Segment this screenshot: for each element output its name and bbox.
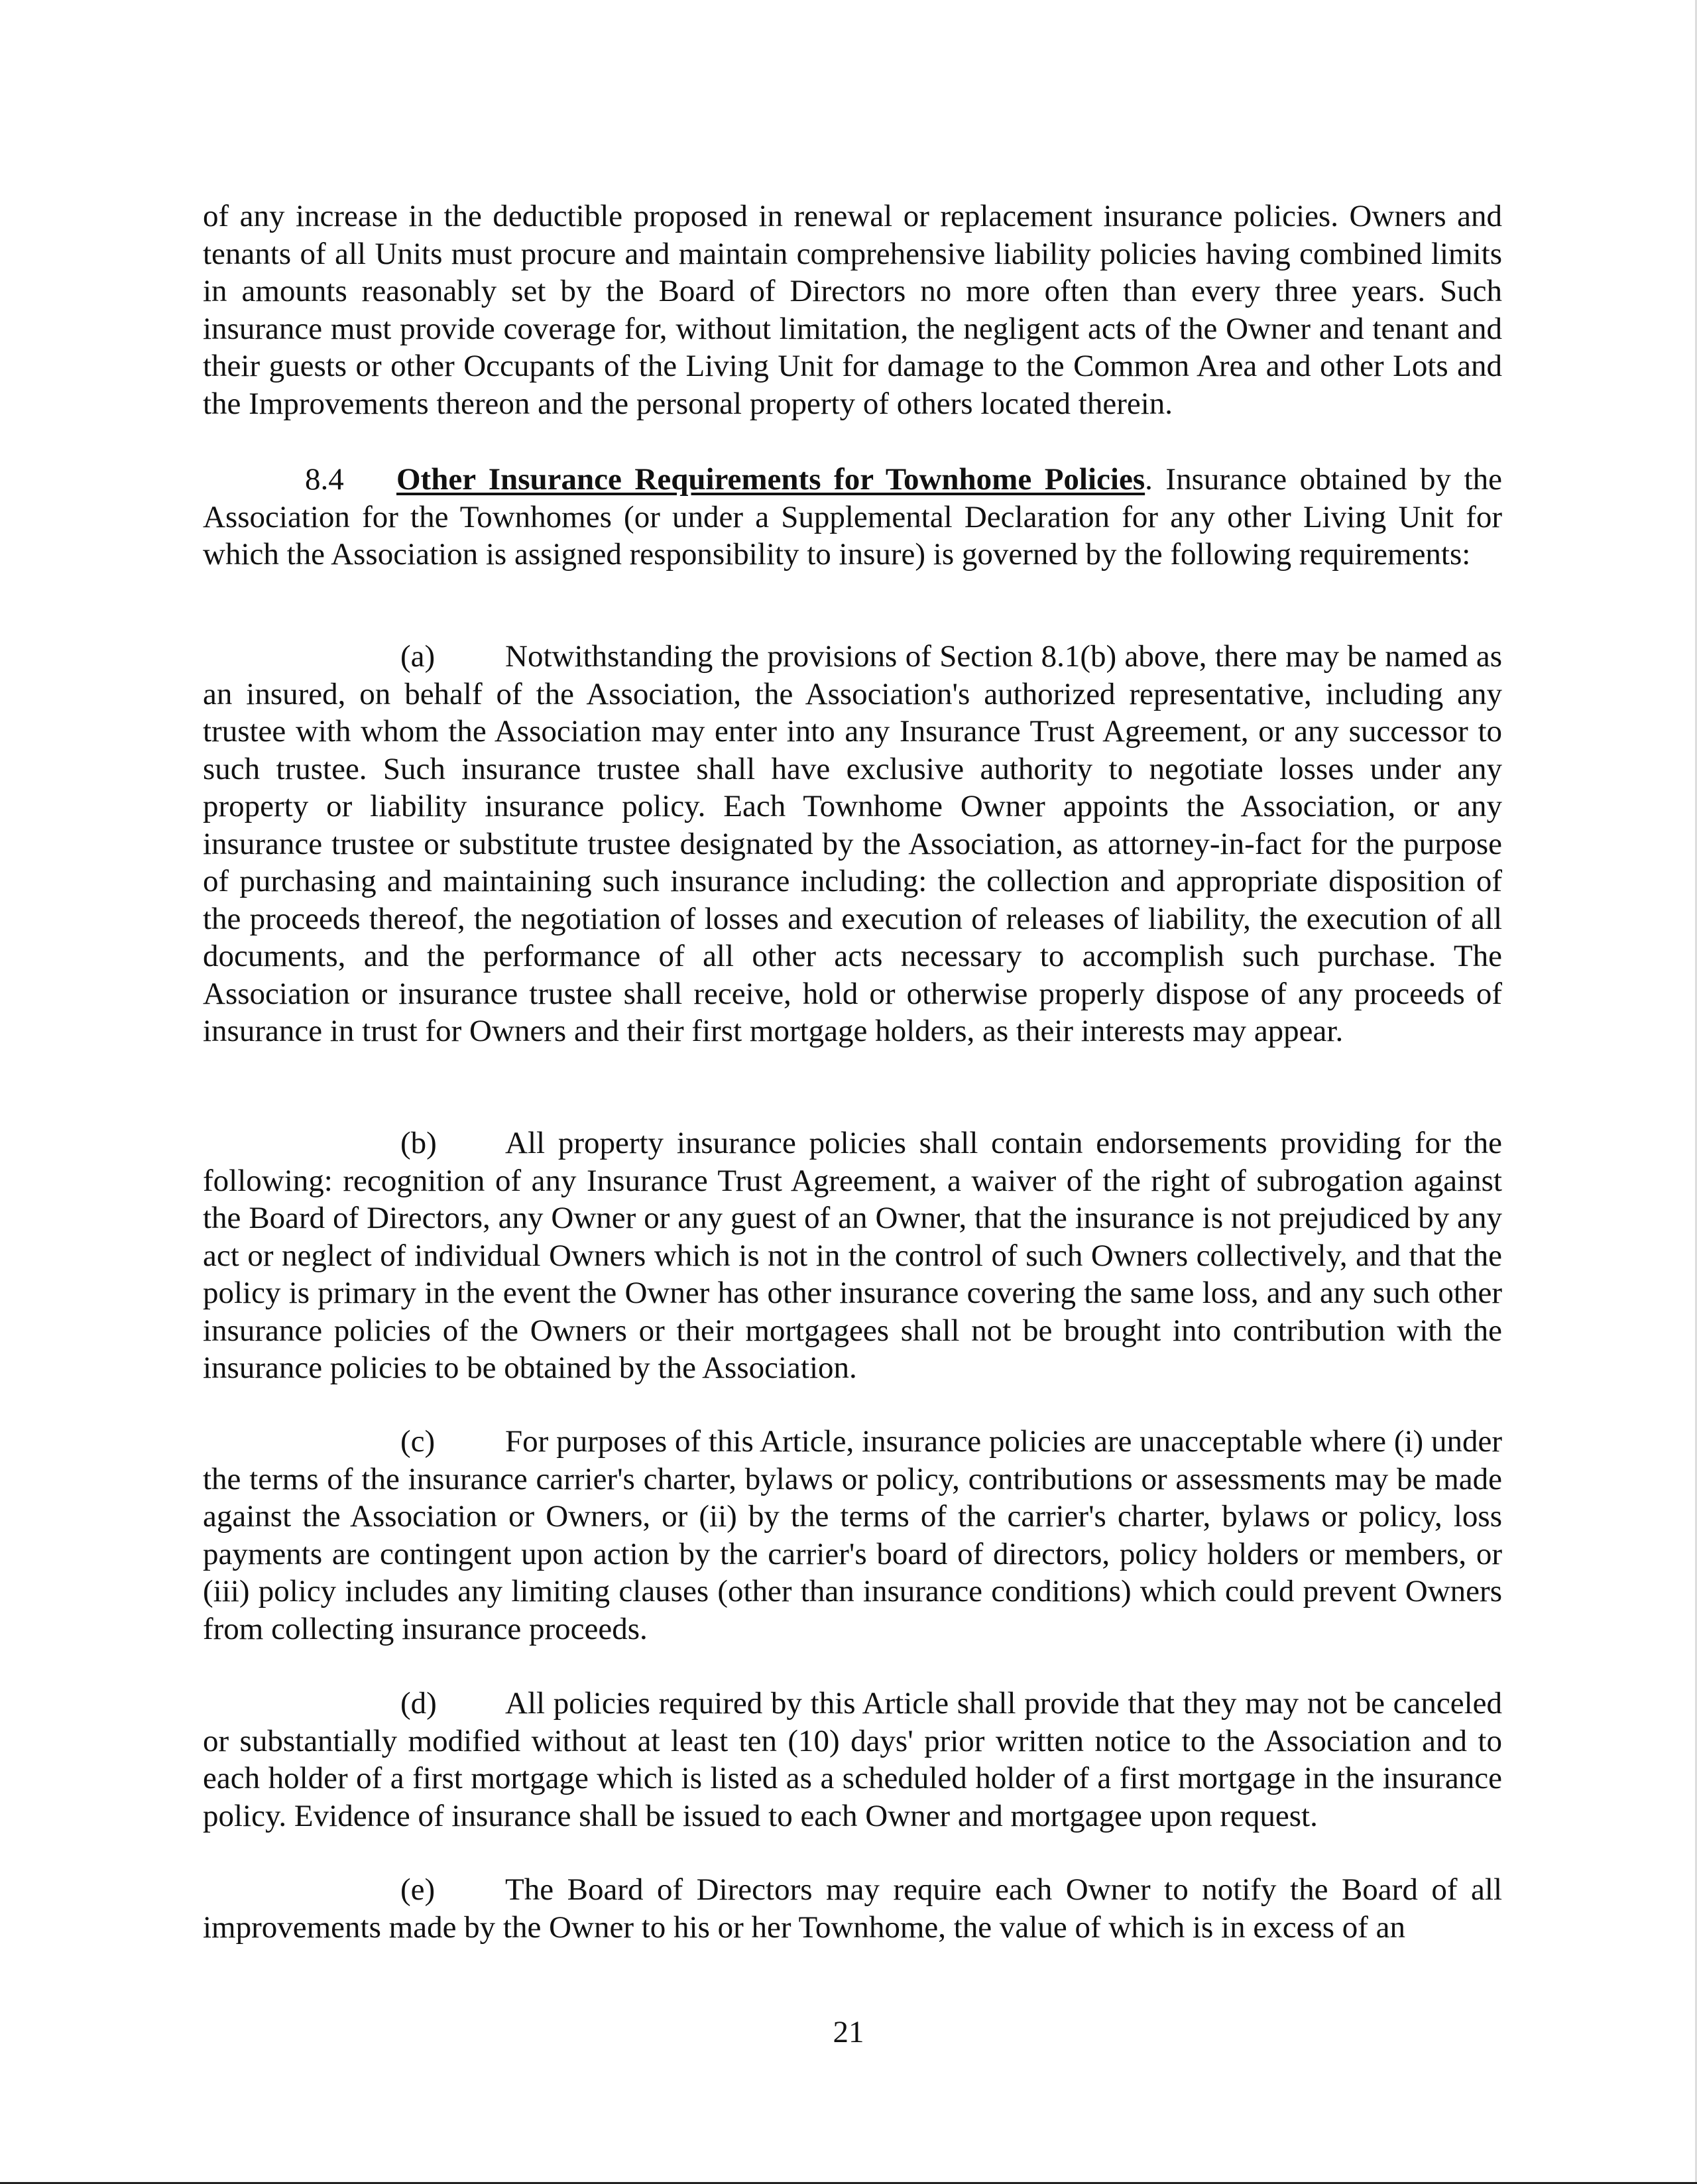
- subsection-label: (a): [400, 639, 436, 674]
- subsection-b: [203, 1124, 1502, 1387]
- section-heading-period: .: [1145, 462, 1153, 497]
- section-number: 8.4: [305, 462, 344, 497]
- section-8-4-paragraph: [203, 461, 1502, 574]
- section-body: Insurance obtained by the Association for the Townhomes (or under a Supplemental Declaration for any other Living Unit for which the Association is assigned responsibility to insure) is governed by the following requirements:: [203, 462, 1502, 572]
- intro-paragraph: of any increase in the deductible proposed in renewal or replacement insurance policies. Owners and tenants of all Units must procure and maintain comprehensive liability policies having combined limits in amounts reasonably set by the Board of Directors no more often than every three years. Such insurance must provide coverage for, without limitation, the negligent acts of the Owner and tenant and their guests or other Occupants of the Living Unit for damage to the Common Area and other Lots and the Improvements thereon and the personal property of others located therein.: [203, 199, 1502, 421]
- subsection-d: [203, 1685, 1502, 1835]
- subsection-c: [203, 1423, 1502, 1648]
- subsection-label: (d): [400, 1686, 437, 1721]
- subsection-label: (b): [400, 1126, 437, 1160]
- subsection-label: (e): [400, 1872, 436, 1907]
- subsection-label: (c): [400, 1424, 436, 1459]
- subsection-e: [203, 1871, 1502, 1946]
- page-number: 21: [833, 2015, 864, 2049]
- subsection-text: All policies required by this Article shall provide that they may not be canceled or substantially modified without at least ten (10) days' prior written notice to the Association and to each holder of a first mortgage which is listed as a scheduled holder of a first mortgage in the insurance policy. Evidence of insurance shall be issued to each Owner and mortgagee upon request.: [203, 1686, 1502, 1833]
- subsection-text: All property insurance policies shall contain endorsements providing for the following: recognition of any Insurance Trust Agreement, a waiver of the right of subrogation against the Board of Directors, any Owner or any guest of an Owner, that the insurance is not prejudiced by any act or neglect of individual Owners which is not in the control of such Owners collectively, and that the policy is primary in the event the Owner has other insurance covering the same loss, and any such other insurance policies of the Owners or their mortgagees shall not be brought into contribution with the insurance policies to be obtained by the Association.: [203, 1126, 1502, 1385]
- section-heading: Other Insurance Requirements for Townhome Policies: [396, 462, 1145, 497]
- subsection-text: The Board of Directors may require each Owner to notify the Board of all improvements made by the Owner to his or her Townhome, the value of which is in excess of an: [203, 1872, 1502, 1945]
- subsection-a: [203, 638, 1502, 1050]
- subsection-text: For purposes of this Article, insurance policies are unacceptable where (i) under the terms of the insurance carrier's charter, bylaws or policy, contributions or assessments may be made against the Association or Owners, or (ii) by the terms of the carrier's charter, bylaws or policy, loss payments are contingent upon action by the carrier's board of directors, policy holders or members, or (iii) policy includes any limiting clauses (other than insurance conditions) which could prevent Owners from collecting insurance proceeds.: [203, 1424, 1502, 1646]
- subsection-text: Notwithstanding the provisions of Section 8.1(b) above, there may be named as an insured, on behalf of the Association, the Association's authorized representative, including any trustee with whom the Association may enter into any Insurance Trust Agreement, or any successor to such trustee. Such insurance trustee shall have exclusive authority to negotiate losses under any property or liability insurance policy. Each Townhome Owner appoints the Association, or any insurance trustee or substitute trustee designated by the Association, as attorney-in-fact for the purpose of purchasing and maintaining such insurance including: the collection and appropriate disposition of the proceeds thereof, the negotiation of losses and execution of releases of liability, the execution of all documents, and the performance of all other acts necessary to accomplish such purchase. The Association or insurance trustee shall receive, hold or otherwise properly dispose of any proceeds of insurance in trust for Owners and their first mortgage holders, as their interests may appear.: [203, 639, 1502, 1048]
